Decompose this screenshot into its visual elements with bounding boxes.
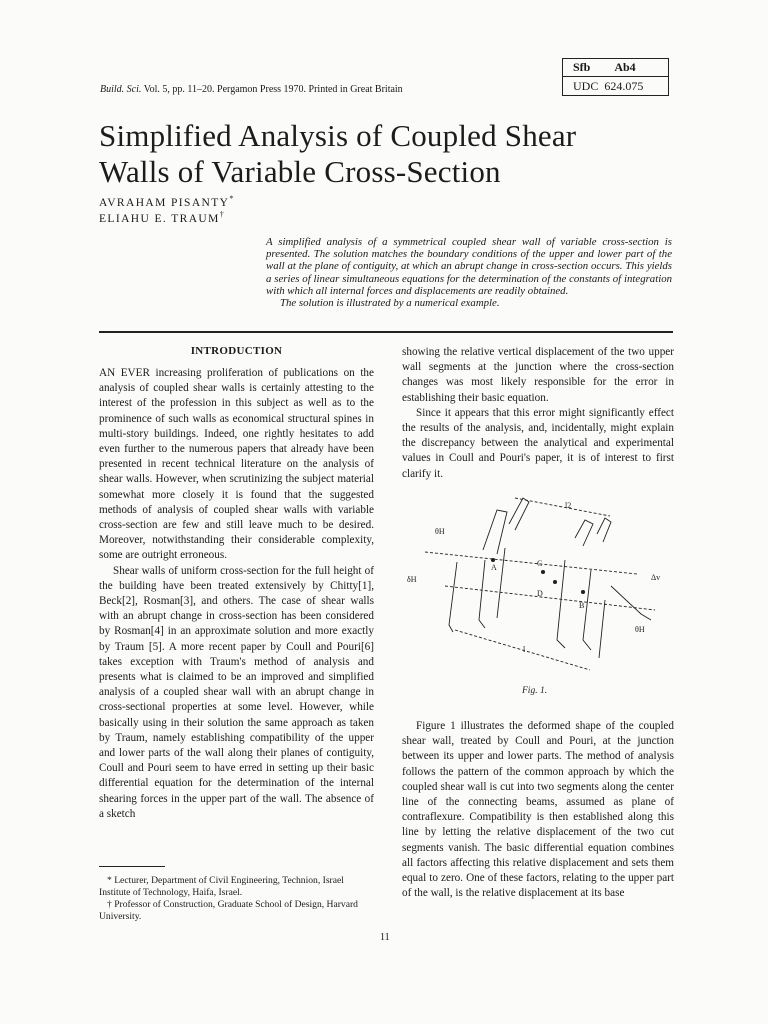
author-1 (99, 194, 233, 209)
classification-row-udc (563, 77, 668, 95)
right-upper-wall-edge (597, 518, 611, 542)
label-delta-v: Δv (651, 573, 661, 582)
right-lower-wall-inner (583, 570, 591, 650)
point-c-marker (541, 570, 544, 573)
section-divider (99, 331, 673, 333)
sfb-value: Ab4 (614, 60, 636, 74)
journal-name: Build. Sci. (100, 84, 142, 95)
left-lower-wall-right (497, 548, 505, 618)
author-2-name: ELIAHU E. TRAUM (99, 212, 220, 225)
udc-value: 624.075 (604, 78, 644, 93)
right-rotation-line (611, 586, 651, 620)
abstract (266, 236, 672, 309)
point-d-marker (553, 580, 556, 583)
title-line-2: Walls of Variable Cross-Section (99, 154, 501, 189)
point-b-marker (581, 590, 584, 593)
figure-1-diagram (405, 490, 675, 680)
paper-title (99, 118, 576, 190)
abstract-body: A simplified analysis of a symmetrical coupled shear wall of variable cross-section is presented. The solution matches the boundary conditions of the upper and lower part of the wall at the plane of contiguity, at which an abrupt change in cross-section occurs. This yields a series of linear simultaneous equations for the determination of the constants of integration with which all internal forces and displacements are readily obtained. (266, 236, 672, 297)
label-c: C (537, 559, 543, 568)
journal-details: Vol. 5, pp. 11–20. Pergamon Press 1970. Printed in Great Britain (143, 84, 403, 95)
label-l2: l2 (565, 501, 572, 510)
right-lower-wall-right (599, 600, 605, 658)
section-heading-introduction: INTRODUCTION (190, 345, 283, 357)
left-upper-wall (483, 510, 507, 554)
label-b: B (579, 601, 585, 610)
footnote-rule (99, 866, 165, 867)
label-l: l (523, 645, 526, 654)
page-number: 11 (380, 932, 390, 943)
left-upper-wall-edge (509, 498, 529, 530)
label-theta-h-left: θH (435, 527, 445, 536)
left-lower-wall-inner (479, 560, 485, 628)
right-paragraph-3: Figure 1 illustrates the deformed shape of the coupled shear wall, treated by Coull and Pouri, at the junction between its upper and lower parts. The method of analysis follows the pattern of the common approach by which the coupled shear wall is cut into two segments along the center line of the connecting beams, assumed as plane of contraflexure. Compatibility is then established along this line by letting the relative displacement of the two cut segments vanish. The basic differential equation combines all factors affecting this relative displacement and sets them equal to zero. One of these factors, relating to the upper part of the wall, is the relative displacement at its base (402, 720, 674, 900)
intro-paragraph-1: AN EVER increasing proliferation of publications on the analysis of coupled shear walls is certainly attesting to the interest of the profession in this subject as well as to the prominence of such walls as economical structural spines in multi-story buildings. Indeed, one rightly hesitates to add even further to the numerous papers that already have been presented in recent technical literature on the analysis of shear walls. However, when scrutinizing the subject material somewhat more closely it is found that the suggested methods of analysis of coupled shear walls with variable cross-section are few and still leave much to be desired. Moreover, notwithstanding their considerable complexity, some are outright erroneous. (99, 367, 374, 562)
footnote-1: * Lecturer, Department of Civil Engineering, Technion, Israel Institute of Technology, Haifa, Israel. (99, 875, 344, 898)
right-paragraph-1: showing the relative vertical displacement of the two upper wall segments at the junction where the cross-section changes was most likely responsible for the error in establishing their basic equation. (402, 346, 674, 404)
author-1-mark: * (229, 194, 234, 203)
journal-citation (100, 84, 403, 95)
intro-paragraph-2: Shear walls of uniform cross-section for the full height of the building have been treated extensively by Chitty[1], Beck[2], Rosman[3], and others. The case of shear walls with an abrupt change in cross-section has been considered by Rosman[4] in an approximate solution and more exactly by Traum [5]. A more recent paper by Coull and Pouri[6] takes exception with Traum's method of analysis and presents what is claimed to be an improved and simplified analysis of a coupled shear wall with an abrupt change in cross-sectional properties at some level. However, while basically using in their solution the same approach as taken by Traum, namely establishing compatibility of the upper and lower parts of the wall along their planes of contiguity, Coull and Pouri seem to have erred in setting up their basic differential equation for the determination of the internal shearing forces in the upper part of the wall. The absence of a sketch (99, 564, 374, 820)
footnotes (99, 875, 374, 923)
figure-caption: Fig. 1. (522, 686, 548, 696)
label-d: D (537, 589, 543, 598)
right-column-bottom (402, 719, 674, 901)
sfb-label: Sfb (573, 60, 591, 74)
classification-row-sfb (563, 59, 668, 77)
label-a: A (491, 563, 497, 572)
footnote-2: † Professor of Construction, Graduate School of Design, Harvard University. (99, 899, 358, 922)
author-1-name: AVRAHAM PISANTY (99, 196, 230, 209)
right-upper-wall (575, 520, 593, 546)
abstract-last-line: The solution is illustrated by a numerical example. (280, 297, 500, 310)
author-2 (99, 210, 224, 225)
right-lower-wall-outer (557, 560, 565, 648)
classification-box (562, 58, 669, 96)
left-column (99, 366, 374, 822)
title-line-1: Simplified Analysis of Coupled Shear (99, 118, 577, 153)
dimension-line-l2 (515, 498, 610, 516)
right-column-top (402, 345, 674, 482)
right-paragraph-2: Since it appears that this error might significantly effect the results of the analysis, and, incidentally, might explain the discrepancy between the analytical and experimental values in Coull and Pouri's paper, it is of interest to first clarify it. (402, 406, 674, 480)
point-a-marker (491, 558, 494, 561)
label-delta-h: δH (407, 575, 417, 584)
left-lower-wall-outer (449, 562, 457, 632)
udc-label: UDC (573, 78, 599, 93)
label-theta-h-right: θH (635, 625, 645, 634)
author-2-mark: † (219, 210, 224, 219)
